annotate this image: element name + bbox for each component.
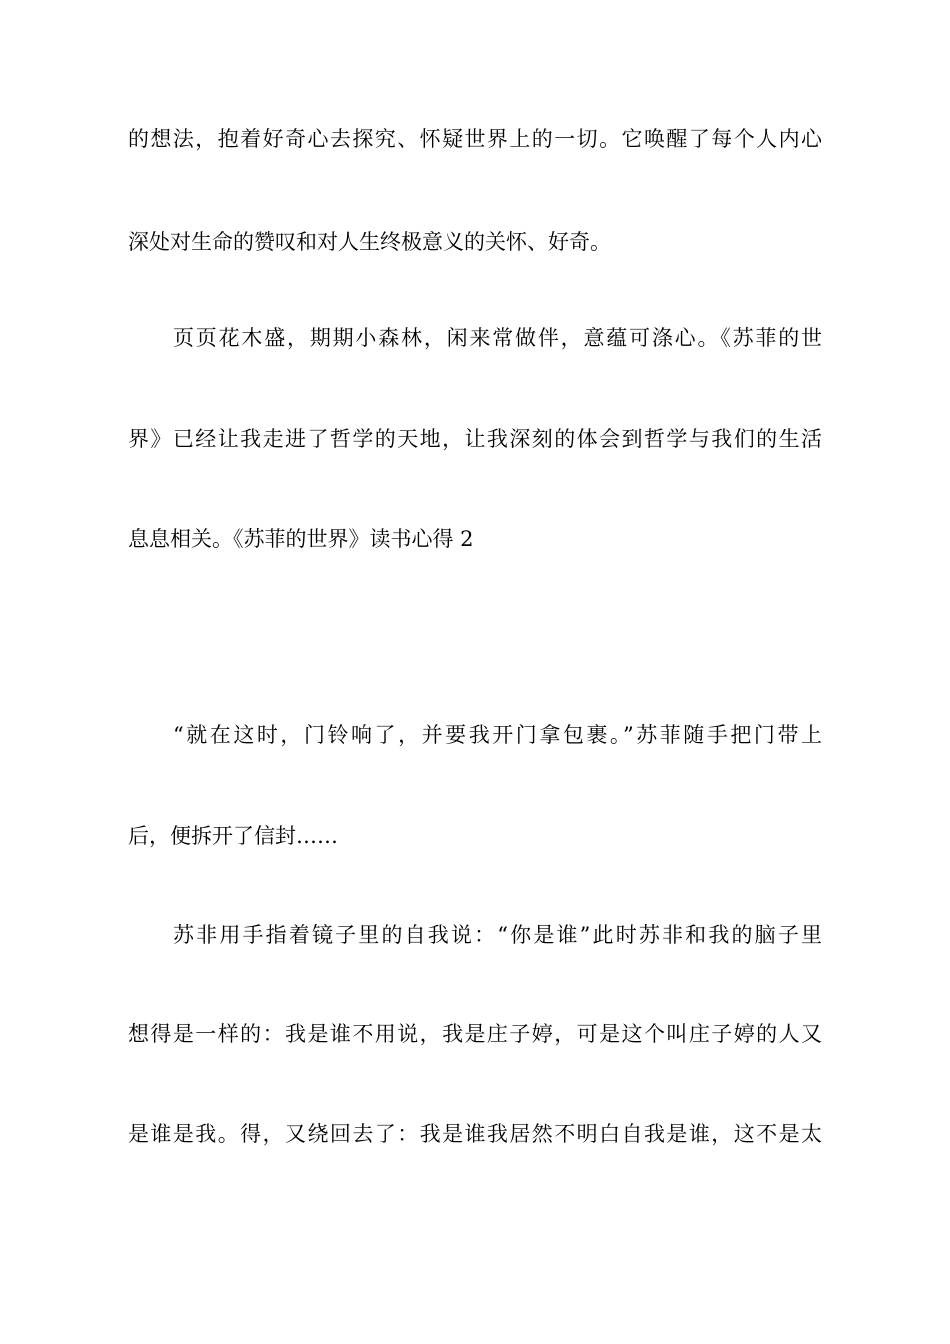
paragraph-2-line-2: 界》已经让我走进了哲学的天地，让我深刻的体会到哲学与我们的生活 (128, 427, 822, 451)
paragraph-2-line-3: 息息相关。《苏菲的世界》读书心得 2 (128, 527, 474, 551)
paragraph-1-line-1: 的想法，抱着好奇心去探究、怀疑世界上的一切。它唤醒了每个人内心 (128, 127, 822, 151)
paragraph-1-line-2: 深处对生命的赞叹和对人生终极意义的关怀、好奇。 (128, 230, 611, 254)
paragraph-3-line-2: 后，便拆开了信封…… (128, 824, 338, 848)
paragraph-4-line-1: 苏非用手指着镜子里的自我说：“你是谁”此时苏非和我的脑子里 (173, 923, 822, 947)
paragraph-3-line-1: “就在这时，门铃响了，并要我开门拿包裹。”苏菲随手把门带上 (173, 723, 822, 747)
paragraph-2-line-1: 页页花木盛，期期小森林，闲来常做伴，意蕴可涤心。《苏菲的世 (173, 326, 822, 350)
paragraph-4-line-3: 是谁是我。得，又绕回去了：我是谁我居然不明白自我是谁，这不是太 (128, 1122, 822, 1146)
paragraph-4-line-2: 想得是一样的：我是谁不用说，我是庄子婷，可是这个叫庄子婷的人又 (128, 1022, 822, 1046)
